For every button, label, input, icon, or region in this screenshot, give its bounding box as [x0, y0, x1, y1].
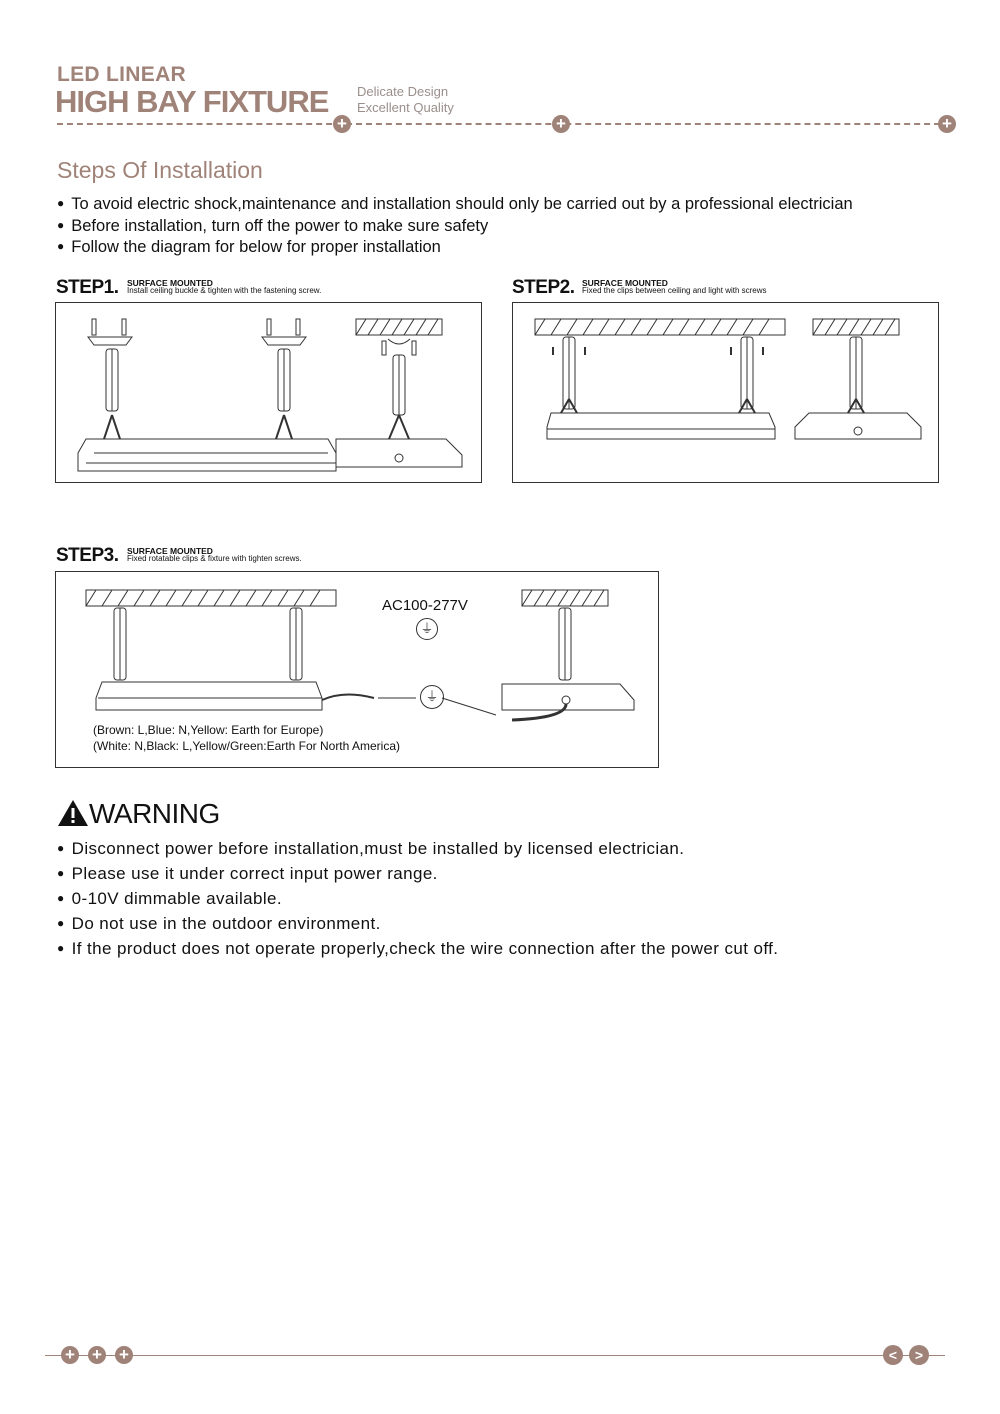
warning-item: ● Please use it under correct input power range. — [57, 862, 778, 887]
plus-icon: + — [938, 115, 956, 133]
tagline-2: Excellent Quality — [357, 100, 454, 115]
plus-icon: + — [115, 1346, 133, 1364]
step2-caption — [582, 279, 767, 295]
step2-mode: SURFACE MOUNTED — [582, 278, 668, 288]
section-title: Steps Of Installation — [57, 157, 263, 183]
warning-title — [57, 798, 220, 830]
tagline-1: Delicate Design — [357, 84, 449, 99]
intro-list — [57, 194, 853, 259]
header-divider — [57, 123, 950, 125]
intro-item: ● Follow the diagram for below for proper installation — [57, 237, 853, 259]
intro-item: ● To avoid electric shock,maintenance and installation should only be carried out by a professional electrician — [57, 194, 853, 216]
warning-title-text: WARNING — [89, 798, 220, 829]
warning-item: ● Do not use in the outdoor environment. — [57, 912, 778, 937]
ground-symbol-icon: ⏚ — [416, 618, 438, 640]
step1-mode: SURFACE MOUNTED — [127, 278, 213, 288]
step2-diagram — [512, 302, 939, 483]
plus-icon: + — [333, 115, 351, 133]
warning-item: ● Disconnect power before installation,must be installed by licensed electrician. — [57, 837, 778, 862]
step3-mode: SURFACE MOUNTED — [127, 546, 213, 556]
voltage-label: AC100-277V — [382, 597, 468, 614]
warning-item: ● If the product does not operate properly,check the wire connection after the power cut off. — [57, 937, 778, 962]
wiring-note-europe: (Brown: L,Blue: N,Yellow: Earth for Europe) — [93, 723, 324, 737]
chain — [106, 349, 290, 411]
brand-title: HIGH BAY FIXTURE — [55, 84, 329, 119]
step1-diagram — [55, 302, 482, 483]
warning-list — [57, 837, 778, 962]
step1-caption — [127, 279, 321, 295]
step3-desc: Fixed rotatable clips & fixture with tighten screws. — [127, 554, 302, 563]
step3-caption — [127, 547, 302, 563]
ground-symbol-icon: ⏚ — [420, 685, 444, 709]
brand-line-1: LED LINEAR — [57, 63, 186, 86]
step3-diagram — [55, 571, 659, 768]
plus-icon: + — [552, 115, 570, 133]
step2-illustration — [513, 303, 938, 482]
plus-icon: + — [88, 1346, 106, 1364]
step2-label: STEP2. — [512, 277, 575, 298]
step3-label: STEP3. — [56, 545, 119, 566]
plus-icon: + — [61, 1346, 79, 1364]
step1-illustration — [56, 303, 481, 482]
step1-label: STEP1. — [56, 277, 119, 298]
warning-triangle-icon — [57, 799, 89, 827]
step1-desc: Install ceiling buckle & tighten with the fastening screw. — [127, 286, 322, 295]
step2-desc: Fixed the clips between ceiling and light with screws — [582, 286, 767, 295]
wiring-note-north-america: (White: N,Black: L,Yellow/Green:Earth For North America) — [93, 739, 400, 753]
footer-divider — [45, 1355, 945, 1356]
warning-item: ● 0-10V dimmable available. — [57, 887, 778, 912]
intro-item: ● Before installation, turn off the power to make sure safety — [57, 216, 853, 238]
chevron-right-icon[interactable]: > — [909, 1345, 929, 1365]
chevron-left-icon[interactable]: < — [883, 1345, 903, 1365]
